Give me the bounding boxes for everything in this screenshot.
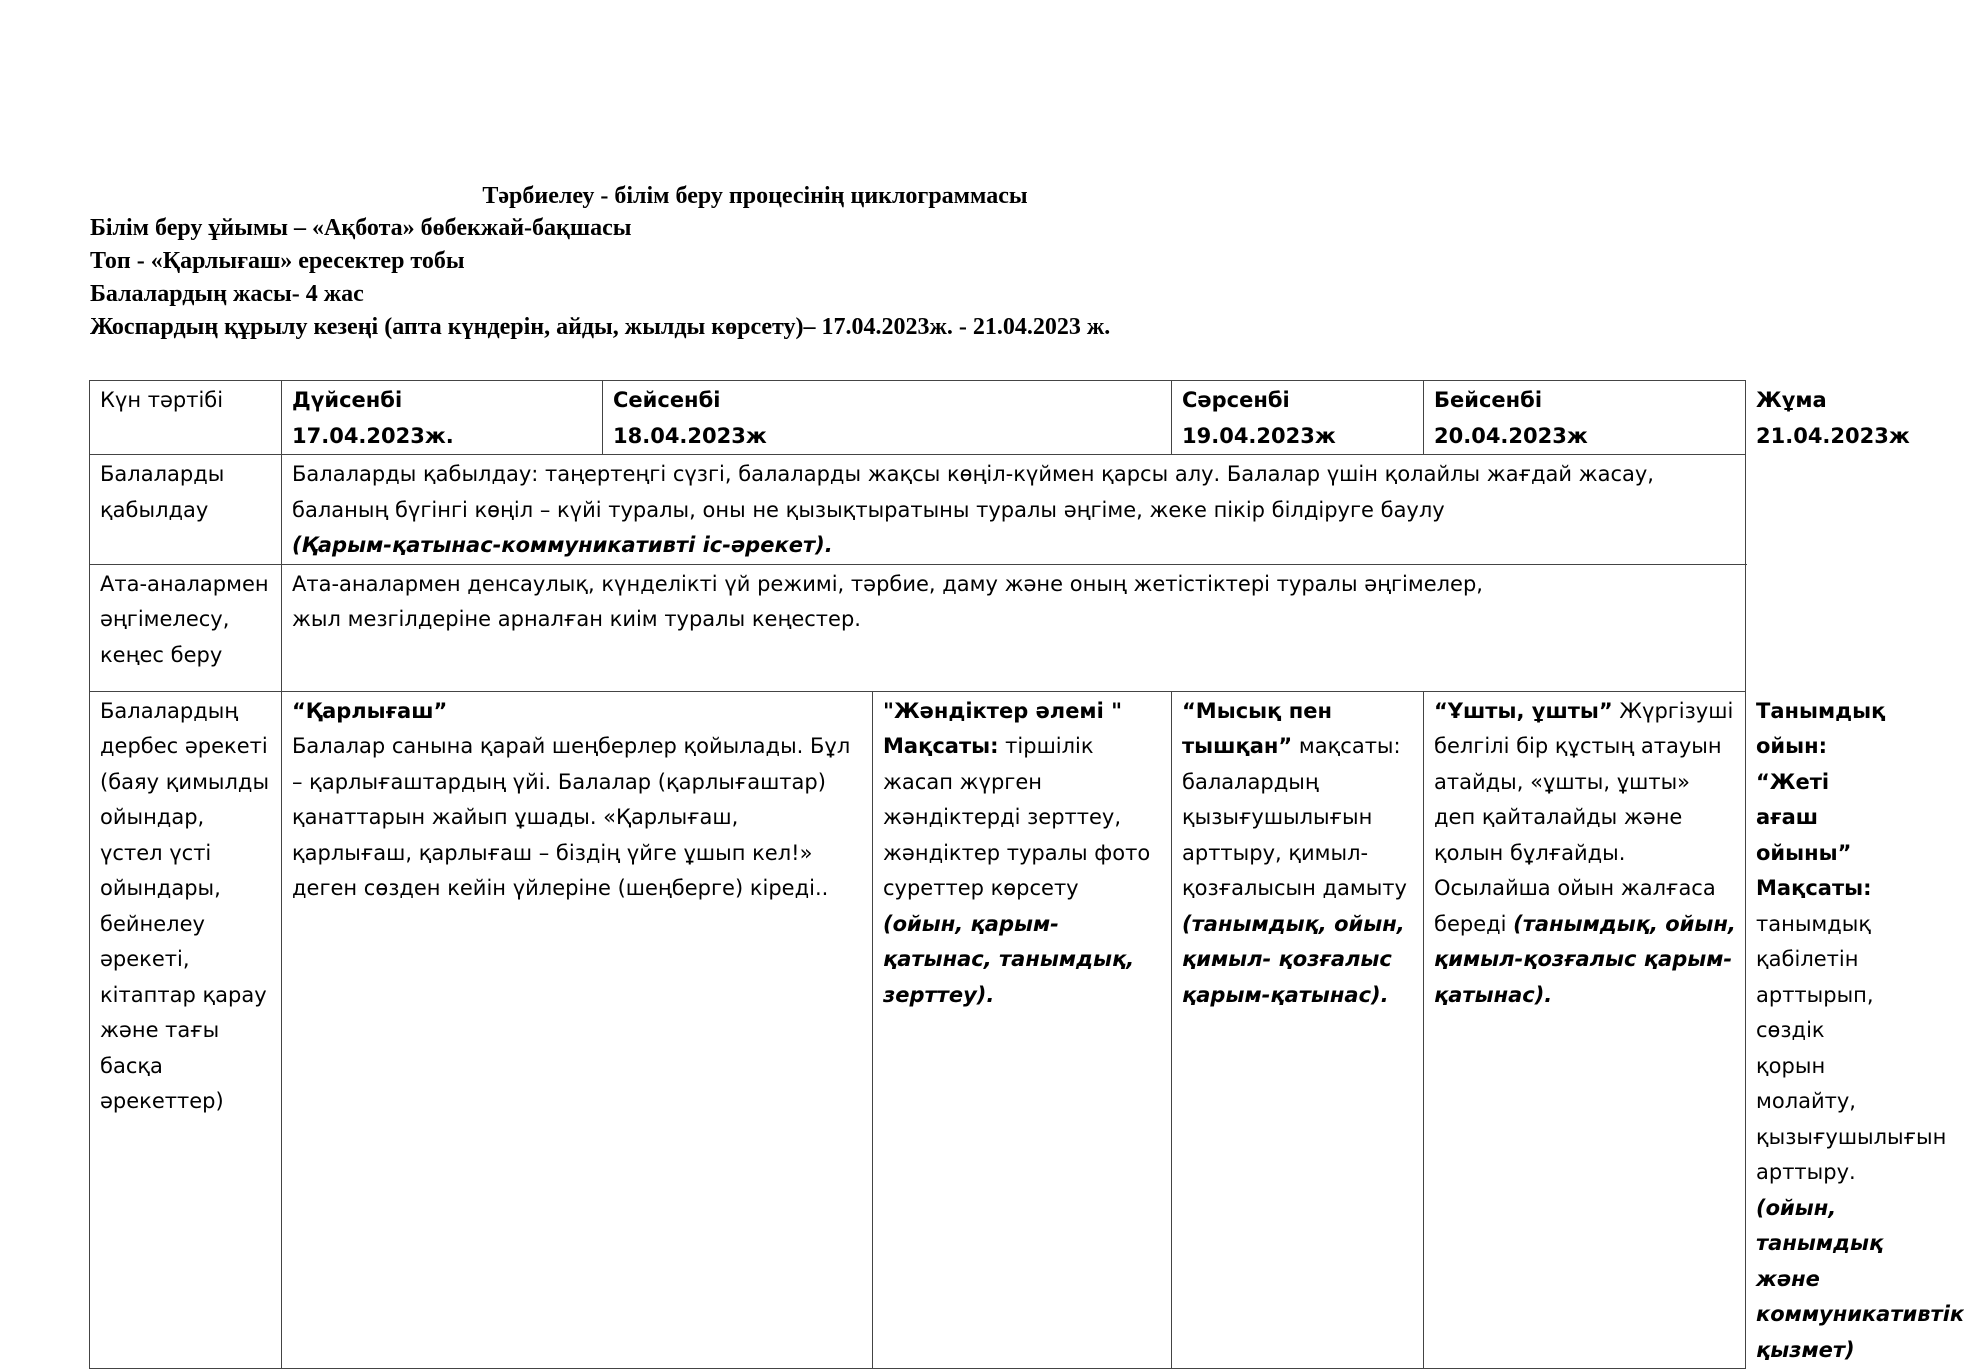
day-header-wednesday: Сәрсенбі 19.04.2023ж — [1172, 381, 1424, 455]
row-label-reception: Балаларды қабылдау — [90, 455, 282, 565]
wednesday-activity: “Мысық пен тышқан” мақсаты: балалардың қызығушылығын арттыру, қимыл-қозғалысын дамыту (танымдық, ойын, қимыл- қозғалыс қарым-қатынас). — [1172, 691, 1424, 1369]
document-header — [90, 180, 1670, 344]
monday-activity: “Қарлығаш” Балалар санына қарай шеңберлер қойылады. Бұл – қарлығаштардың үйі. Балалар (қарлығаштар) қанаттарын жайып ұшады. «Қарлығаш, қарлығаш, қарлығаш – біздің үйге ұшып кел!» деген сөзден кейін үйлеріне (шеңберге) кіреді.. — [282, 691, 873, 1369]
table-row — [90, 564, 1746, 691]
parents-cell: Ата-аналармен денсаулық, күнделікті үй режимі, тәрбие, даму және оның жетістіктері туралы әңгімелер, жыл мезгілдеріне арналған киім туралы кеңестер. — [282, 564, 1746, 691]
row-label-parents: Ата-аналармен әңгімелесу, кеңес беру — [90, 564, 282, 691]
organization-line: Білім беру ұйымы – «Ақбота» бөбекжай-бақшасы — [90, 215, 632, 241]
day-header-tuesday: Сейсенбі 18.04.2023ж — [603, 381, 1172, 455]
thursday-activity: “Ұшты, ұшты” Жүргізуші белгілі бір құстың атауын атайды, «ұшты, ұшты» деп қайталайды және қолын бұлғайды. Осылайша ойын жалғаса береді (танымдық, ойын, қимыл-қозғалыс қарым-қатынас). — [1424, 691, 1746, 1369]
day-header-thursday: Бейсенбі 20.04.2023ж — [1424, 381, 1746, 455]
table-row: Балалардың дербес әрекеті (баяу қимылды ойындар, үстел үсті ойындары, бейнелеу әрекеті, кітаптар қарау және тағы басқа әрекеттер) “Қарлығаш” Балалар санына қарай шеңберлер қойылады. Бұл – қарлығаштардың үйі. Балалар (қарлығаштар) қанаттарын жайып ұшады. «Қарлығаш, қарлығаш, қарлығаш – біздің үйге ұшып кел!» деген сөзден кейін үйлеріне (шеңберге) кіреді.. "Жәндіктер әлемі " Мақсаты: тіршілік жасап жүрген жәндіктерді зерттеу, жәндіктер туралы фото суреттер көрсету (ойын, қарым-қатынас, танымдық, зерттеу). “Мысық пен тышқан” мақсаты: балалардың қызығушылығын арттыру, қимыл-қозғалысын дамыту (танымдық, ойын, қимыл- қозғалыс қарым-қатынас). “Ұшты, ұшты” Жүргізуші белгілі бір құстың атауын атайды, «ұшты, ұшты» деп қайталайды және қолын бұлғайды. Осылайша ойын жалғаса береді (танымдық, ойын, қимыл-қозғалыс қарым-қатынас). Танымдық ойын: “Жеті ағаш ойыны” Мақсаты: танымдық қабілетін арттырып, сөздік қорын молайту, қызығушылығын арттыру. (ойын, танымдық және коммуникативтік қызмет) — [90, 691, 1746, 1369]
period-line: Жоспардың құрылу кезеңі (апта күндерін, айды, жылды көрсету)– 17.04.2023ж. - 21.04.2023 ж. — [90, 314, 1111, 340]
reception-cell: Балаларды қабылдау: таңертеңгі сүзгі, балаларды жақсы көңіл-күймен қарсы алу. Балалар үшін қолайлы жағдай жасау, баланың бүгінгі көңіл – күйі туралы, оны не қызықтыратыны туралы әңгіме, жеке пікір білдіруге баулу (Қарым-қатынас-коммуникативті іс-әрекет). — [282, 455, 1746, 565]
table-row — [90, 455, 1746, 565]
table-header-row: Күн тәртібі Дүйсенбі 17.04.2023ж. Сейсенбі 18.04.2023ж Сәрсенбі 19.04.2023ж Бейсенбі 20.04.2023ж Жұма 21.04.2023ж — [90, 381, 1746, 455]
cyclogram-table — [89, 380, 1964, 1369]
tuesday-activity: "Жәндіктер әлемі " Мақсаты: тіршілік жасап жүрген жәндіктерді зерттеу, жәндіктер туралы фото суреттер көрсету (ойын, қарым-қатынас, танымдық, зерттеу). — [873, 691, 1172, 1369]
document-title: Тәрбиелеу - білім беру процесінің циклограммасы — [482, 183, 1028, 209]
group-line: Топ - «Қарлығаш» ересектер тобы — [90, 248, 465, 274]
row-label-independent: Балалардың дербес әрекеті (баяу қимылды ойындар, үстел үсті ойындары, бейнелеу әрекеті, кітаптар қарау және тағы басқа әрекеттер) — [90, 691, 282, 1369]
corner-cell: Күн тәртібі — [90, 381, 282, 455]
age-line: Балалардың жасы- 4 жас — [90, 281, 364, 307]
day-header-monday: Дүйсенбі 17.04.2023ж. — [282, 381, 603, 455]
